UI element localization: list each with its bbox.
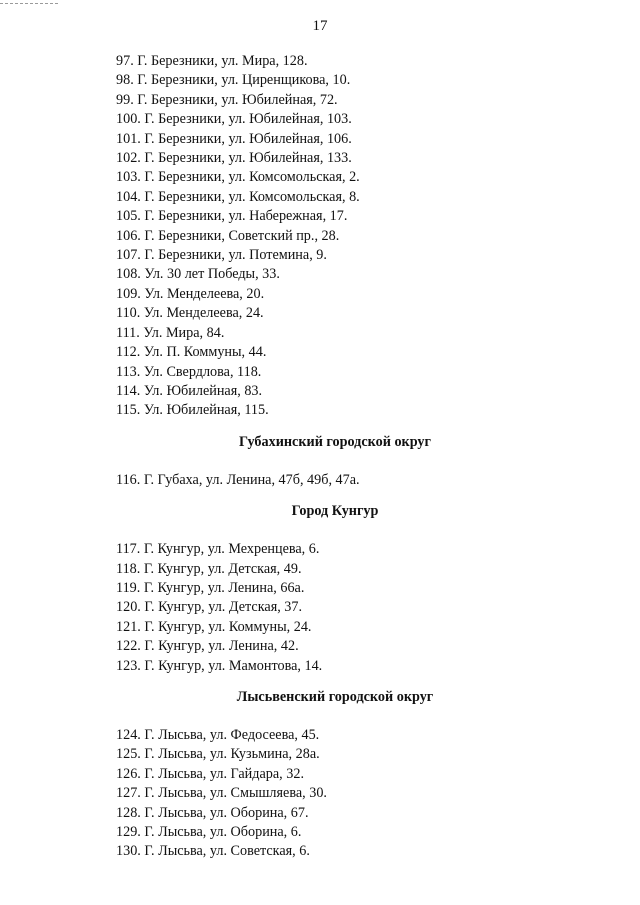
list-item: 111. Ул. Мира, 84. [116,324,225,341]
section-heading: Лысьвенский городской округ [236,688,434,705]
list-item: 112. Ул. П. Коммуны, 44. [116,344,267,361]
list-item: 122. Г. Кунгур, ул. Ленина, 42. [116,638,299,655]
list-item: 129. Г. Лысьва, ул. Оборина, 6. [116,824,302,840]
list-item: 121. Г. Кунгур, ул. Коммуны, 24. [116,618,312,635]
list-item: 124. Г. Лысьва, ул. Федосеева, 45. [116,726,320,743]
list-item: 100. Г. Березники, ул. Юбилейная, 103. [116,111,352,128]
list-item: 109. Ул. Менделеева, 20. [116,285,265,302]
list-item: 127. Г. Лысьва, ул. Смышляева, 30. [116,785,327,802]
list-item: 115. Ул. Юбилейная, 115. [116,402,269,419]
list-item: 130. Г. Лысьва, ул. Советская, 6. [116,843,310,860]
list-item: 110. Ул. Менделеева, 24. [116,305,264,322]
address-list [116,52,536,862]
list-item: 104. Г. Березники, ул. Комсомольская, 8. [116,188,360,205]
list-item: 117. Г. Кунгур, ул. Мехренцева, 6. [116,541,320,558]
list-item: 108. Ул. 30 лет Победы, 33. [116,266,280,283]
list-item: 114. Ул. Юбилейная, 83. [116,382,263,399]
list-item: 107. Г. Березники, ул. Потемина, 9. [116,247,327,264]
list-item: 99. Г. Березники, ул. Юбилейная, 72. [116,91,338,108]
list-item: 103. Г. Березники, ул. Комсомольская, 2. [116,169,360,186]
list-item: 105. Г. Березники, ул. Набережная, 17. [116,208,348,225]
list-item: 125. Г. Лысьва, ул. Кузьмина, 28а. [116,746,320,763]
list-item: 97. Г. Березники, ул. Мира, 128. [116,53,308,69]
list-item: 123. Г. Кунгур, ул. Мамонтова, 14. [116,657,323,674]
list-item: 106. Г. Березники, Советский пр., 28. [116,227,340,244]
list-item: 102. Г. Березники, ул. Юбилейная, 133. [116,150,352,167]
list-item: 128. Г. Лысьва, ул. Оборина, 67. [116,804,309,821]
section-heading: Город Кунгур [291,503,379,520]
list-item: 101. Г. Березники, ул. Юбилейная, 106. [116,130,352,147]
list-item: 116. Г. Губаха, ул. Ленина, 47б, 49б, 47а. [116,471,360,488]
list-item: 113. Ул. Свердлова, 118. [116,363,262,380]
list-item: 120. Г. Кунгур, ул. Детская, 37. [116,599,303,616]
list-item: 119. Г. Кунгур, ул. Ленина, 66а. [116,579,305,596]
top-edge-rule [0,3,58,4]
section-heading: Губахинский городской округ [239,433,431,450]
list-item: 118. Г. Кунгур, ул. Детская, 49. [116,560,302,577]
list-item: 126. Г. Лысьва, ул. Гайдара, 32. [116,765,305,782]
list-item: 98. Г. Березники, ул. Циренщикова, 10. [116,72,351,89]
page-number: 17 [312,18,328,34]
